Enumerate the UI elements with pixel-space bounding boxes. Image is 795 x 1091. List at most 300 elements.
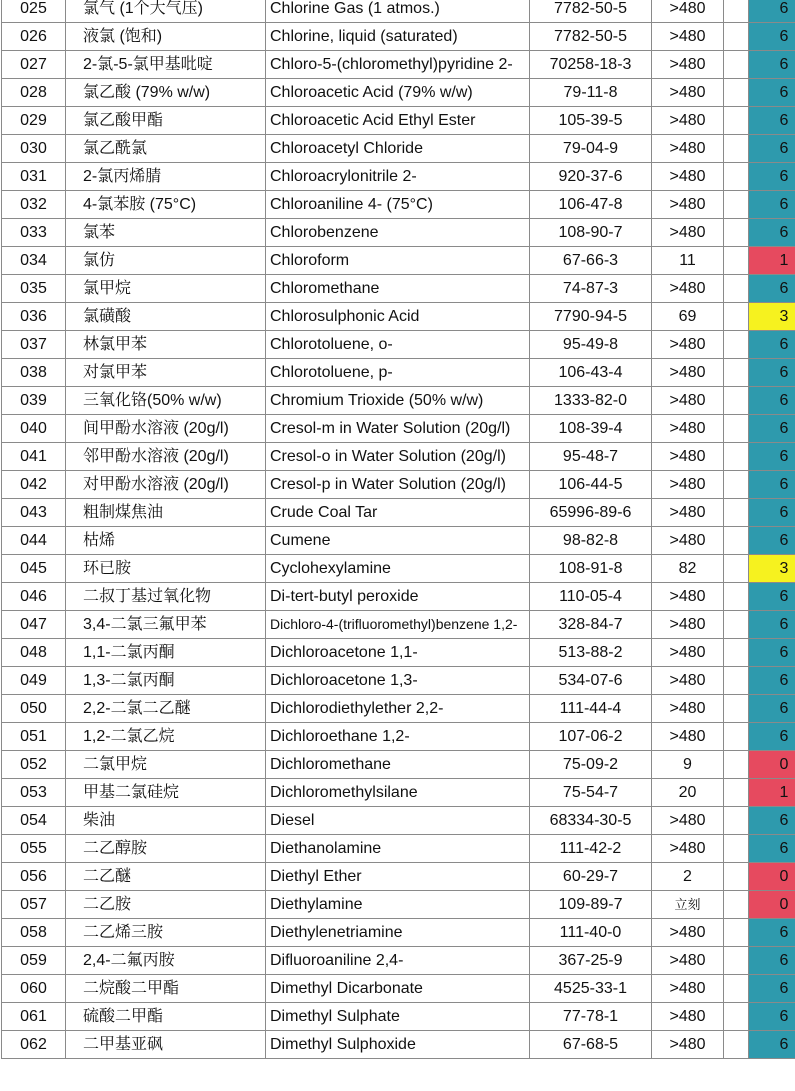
english-name: Diesel (266, 807, 530, 835)
chinese-name: 硫酸二甲酯 (66, 1003, 266, 1031)
table-row (2, 1003, 795, 1031)
table-row (2, 723, 795, 751)
english-name: Diethanolamine (266, 835, 530, 863)
table-body (2, 0, 795, 1059)
cas-number: 7782-50-5 (530, 23, 652, 51)
table-row (2, 779, 795, 807)
breakthrough-time: >480 (652, 23, 724, 51)
english-name: Chloroaniline 4- (75°C) (266, 191, 530, 219)
row-number: 028 (2, 79, 66, 107)
english-name: Dichloro-4-(trifluoromethyl)benzene 1,2- (266, 611, 530, 639)
english-name: Dichloromethane (266, 751, 530, 779)
protection-level: 6 (749, 415, 795, 443)
chinese-name: 1,1-二氯丙酮 (66, 639, 266, 667)
cas-number: 7790-94-5 (530, 303, 652, 331)
empty-cell (724, 723, 749, 751)
row-number: 040 (2, 415, 66, 443)
english-name: Chromium Trioxide (50% w/w) (266, 387, 530, 415)
english-name: Chlorotoluene, p- (266, 359, 530, 387)
table-row (2, 667, 795, 695)
row-number: 051 (2, 723, 66, 751)
protection-level: 6 (749, 639, 795, 667)
cas-number: 79-11-8 (530, 79, 652, 107)
cas-number: 111-40-0 (530, 919, 652, 947)
breakthrough-time: >480 (652, 583, 724, 611)
row-number: 049 (2, 667, 66, 695)
table-row (2, 891, 795, 919)
english-name: Diethylenetriamine (266, 919, 530, 947)
chinese-name: 柴油 (66, 807, 266, 835)
row-number: 044 (2, 527, 66, 555)
protection-level: 6 (749, 0, 795, 23)
cas-number: 328-84-7 (530, 611, 652, 639)
breakthrough-time: >480 (652, 723, 724, 751)
cas-number: 67-68-5 (530, 1031, 652, 1059)
empty-cell (724, 527, 749, 555)
breakthrough-time: 9 (652, 751, 724, 779)
chinese-name: 2,4-二氟丙胺 (66, 947, 266, 975)
english-name: Dichloroethane 1,2- (266, 723, 530, 751)
protection-level: 6 (749, 163, 795, 191)
cas-number: 111-42-2 (530, 835, 652, 863)
table-row (2, 835, 795, 863)
table-row (2, 1031, 795, 1059)
chinese-name: 林氯甲苯 (66, 331, 266, 359)
chemical-resistance-table (1, 0, 795, 1059)
english-name: Chlorine Gas (1 atmos.) (266, 0, 530, 23)
english-name: Chlorobenzene (266, 219, 530, 247)
protection-level: 6 (749, 919, 795, 947)
english-name: Chloromethane (266, 275, 530, 303)
empty-cell (724, 275, 749, 303)
chinese-name: 二甲基亚砜 (66, 1031, 266, 1059)
row-number: 036 (2, 303, 66, 331)
english-name: Chloroacrylonitrile 2- (266, 163, 530, 191)
cas-number: 108-90-7 (530, 219, 652, 247)
empty-cell (724, 807, 749, 835)
cas-number: 108-39-4 (530, 415, 652, 443)
table-row (2, 163, 795, 191)
breakthrough-time: >480 (652, 695, 724, 723)
table-row (2, 443, 795, 471)
table-row (2, 863, 795, 891)
chinese-name: 2-氯-5-氯甲基吡啶 (66, 51, 266, 79)
cas-number: 65996-89-6 (530, 499, 652, 527)
table-row (2, 527, 795, 555)
table-row (2, 919, 795, 947)
breakthrough-time: >480 (652, 415, 724, 443)
breakthrough-time: 2 (652, 863, 724, 891)
breakthrough-time: >480 (652, 1031, 724, 1059)
english-name: Cresol-p in Water Solution (20g/l) (266, 471, 530, 499)
row-number: 053 (2, 779, 66, 807)
empty-cell (724, 79, 749, 107)
english-name: Dimethyl Sulphoxide (266, 1031, 530, 1059)
english-name: Chlorotoluene, o- (266, 331, 530, 359)
empty-cell (724, 695, 749, 723)
empty-cell (724, 331, 749, 359)
row-number: 031 (2, 163, 66, 191)
protection-level: 6 (749, 947, 795, 975)
protection-level: 6 (749, 583, 795, 611)
row-number: 039 (2, 387, 66, 415)
protection-level: 6 (749, 359, 795, 387)
empty-cell (724, 135, 749, 163)
row-number: 027 (2, 51, 66, 79)
row-number: 033 (2, 219, 66, 247)
chinese-name: 液氯 (饱和) (66, 23, 266, 51)
chinese-name: 氯甲烷 (66, 275, 266, 303)
empty-cell (724, 1031, 749, 1059)
empty-cell (724, 583, 749, 611)
chinese-name: 对氯甲苯 (66, 359, 266, 387)
english-name: Cyclohexylamine (266, 555, 530, 583)
protection-level: 1 (749, 247, 795, 275)
chinese-name: 氯苯 (66, 219, 266, 247)
table-row (2, 107, 795, 135)
empty-cell (724, 247, 749, 275)
protection-level: 6 (749, 1003, 795, 1031)
row-number: 038 (2, 359, 66, 387)
protection-level: 6 (749, 191, 795, 219)
cas-number: 109-89-7 (530, 891, 652, 919)
empty-cell (724, 219, 749, 247)
empty-cell (724, 443, 749, 471)
table-row (2, 611, 795, 639)
chinese-name: 氯乙酸 (79% w/w) (66, 79, 266, 107)
table-row (2, 79, 795, 107)
chinese-name: 枯烯 (66, 527, 266, 555)
cas-number: 60-29-7 (530, 863, 652, 891)
chinese-name: 2,2-二氯二乙醚 (66, 695, 266, 723)
protection-level: 6 (749, 835, 795, 863)
table-row (2, 807, 795, 835)
cas-number: 98-82-8 (530, 527, 652, 555)
table-row (2, 135, 795, 163)
protection-level: 6 (749, 975, 795, 1003)
chinese-name: 对甲酚水溶液 (20g/l) (66, 471, 266, 499)
chinese-name: 二氯甲烷 (66, 751, 266, 779)
cas-number: 920-37-6 (530, 163, 652, 191)
breakthrough-time: >480 (652, 975, 724, 1003)
empty-cell (724, 751, 749, 779)
row-number: 057 (2, 891, 66, 919)
cas-number: 67-66-3 (530, 247, 652, 275)
breakthrough-time: >480 (652, 359, 724, 387)
chinese-name: 氯乙酰氯 (66, 135, 266, 163)
english-name: Dichloromethylsilane (266, 779, 530, 807)
chinese-name: 氯仿 (66, 247, 266, 275)
table-row (2, 555, 795, 583)
table-row (2, 387, 795, 415)
empty-cell (724, 667, 749, 695)
empty-cell (724, 919, 749, 947)
english-name: Dichlorodiethylether 2,2- (266, 695, 530, 723)
empty-cell (724, 23, 749, 51)
protection-level: 6 (749, 443, 795, 471)
empty-cell (724, 303, 749, 331)
chinese-name: 二乙烯三胺 (66, 919, 266, 947)
english-name: Diethyl Ether (266, 863, 530, 891)
empty-cell (724, 975, 749, 1003)
table-row (2, 247, 795, 275)
empty-cell (724, 0, 749, 23)
table-row (2, 751, 795, 779)
chinese-name: 二叔丁基过氧化物 (66, 583, 266, 611)
empty-cell (724, 499, 749, 527)
cas-number: 75-09-2 (530, 751, 652, 779)
table-row (2, 947, 795, 975)
row-number: 034 (2, 247, 66, 275)
row-number: 060 (2, 975, 66, 1003)
empty-cell (724, 779, 749, 807)
row-number: 032 (2, 191, 66, 219)
protection-level: 6 (749, 723, 795, 751)
table-row (2, 975, 795, 1003)
english-name: Diethylamine (266, 891, 530, 919)
cas-number: 70258-18-3 (530, 51, 652, 79)
chinese-name: 氯磺酸 (66, 303, 266, 331)
english-name: Dichloroacetone 1,1- (266, 639, 530, 667)
cas-number: 75-54-7 (530, 779, 652, 807)
empty-cell (724, 639, 749, 667)
breakthrough-time: >480 (652, 499, 724, 527)
row-number: 058 (2, 919, 66, 947)
protection-level: 6 (749, 219, 795, 247)
breakthrough-time: >480 (652, 1003, 724, 1031)
protection-level: 6 (749, 807, 795, 835)
cas-number: 79-04-9 (530, 135, 652, 163)
protection-level: 3 (749, 555, 795, 583)
empty-cell (724, 51, 749, 79)
row-number: 030 (2, 135, 66, 163)
breakthrough-time: >480 (652, 807, 724, 835)
cas-number: 513-88-2 (530, 639, 652, 667)
protection-level: 0 (749, 891, 795, 919)
english-name: Crude Coal Tar (266, 499, 530, 527)
chinese-name: 1,3-二氯丙酮 (66, 667, 266, 695)
breakthrough-time: >480 (652, 107, 724, 135)
protection-level: 0 (749, 751, 795, 779)
chinese-name: 间甲酚水溶液 (20g/l) (66, 415, 266, 443)
empty-cell (724, 387, 749, 415)
english-name: Chloroacetic Acid Ethyl Ester (266, 107, 530, 135)
english-name: Chloro-5-(chloromethyl)pyridine 2- (266, 51, 530, 79)
chinese-name: 氯气 (1个大气压) (66, 0, 266, 23)
cas-number: 95-48-7 (530, 443, 652, 471)
table-row (2, 359, 795, 387)
row-number: 052 (2, 751, 66, 779)
protection-level: 6 (749, 527, 795, 555)
empty-cell (724, 107, 749, 135)
breakthrough-time: >480 (652, 611, 724, 639)
protection-level: 3 (749, 303, 795, 331)
chinese-name: 邻甲酚水溶液 (20g/l) (66, 443, 266, 471)
cas-number: 105-39-5 (530, 107, 652, 135)
breakthrough-time: 20 (652, 779, 724, 807)
breakthrough-time: >480 (652, 331, 724, 359)
table-row (2, 275, 795, 303)
protection-level: 6 (749, 611, 795, 639)
protection-level: 6 (749, 695, 795, 723)
breakthrough-time: >480 (652, 527, 724, 555)
table-row (2, 695, 795, 723)
breakthrough-time: 69 (652, 303, 724, 331)
english-name: Dimethyl Dicarbonate (266, 975, 530, 1003)
empty-cell (724, 163, 749, 191)
protection-level: 6 (749, 135, 795, 163)
table-row (2, 583, 795, 611)
table-row (2, 331, 795, 359)
empty-cell (724, 611, 749, 639)
row-number: 047 (2, 611, 66, 639)
empty-cell (724, 191, 749, 219)
protection-level: 6 (749, 51, 795, 79)
breakthrough-time: >480 (652, 471, 724, 499)
protection-level: 6 (749, 331, 795, 359)
table-row (2, 51, 795, 79)
breakthrough-time: >480 (652, 919, 724, 947)
row-number: 046 (2, 583, 66, 611)
english-name: Chloroacetic Acid (79% w/w) (266, 79, 530, 107)
protection-level: 1 (749, 779, 795, 807)
cas-number: 110-05-4 (530, 583, 652, 611)
chinese-name: 二乙醇胺 (66, 835, 266, 863)
empty-cell (724, 1003, 749, 1031)
row-number: 043 (2, 499, 66, 527)
chinese-name: 环已胺 (66, 555, 266, 583)
breakthrough-time: >480 (652, 947, 724, 975)
empty-cell (724, 947, 749, 975)
cas-number: 68334-30-5 (530, 807, 652, 835)
row-number: 054 (2, 807, 66, 835)
breakthrough-time: >480 (652, 191, 724, 219)
protection-level: 0 (749, 863, 795, 891)
chinese-name: 三氧化铬(50% w/w) (66, 387, 266, 415)
row-number: 029 (2, 107, 66, 135)
cas-number: 106-44-5 (530, 471, 652, 499)
protection-level: 6 (749, 1031, 795, 1059)
breakthrough-time: 82 (652, 555, 724, 583)
english-name: Chlorosulphonic Acid (266, 303, 530, 331)
cas-number: 106-47-8 (530, 191, 652, 219)
empty-cell (724, 415, 749, 443)
empty-cell (724, 835, 749, 863)
english-name: Cumene (266, 527, 530, 555)
protection-level: 6 (749, 471, 795, 499)
chinese-name: 3,4-二氯三氟甲苯 (66, 611, 266, 639)
chinese-name: 二烷酸二甲酯 (66, 975, 266, 1003)
protection-level: 6 (749, 667, 795, 695)
table-row (2, 415, 795, 443)
empty-cell (724, 471, 749, 499)
chinese-name: 2-氯丙烯腈 (66, 163, 266, 191)
cas-number: 111-44-4 (530, 695, 652, 723)
table-row (2, 639, 795, 667)
empty-cell (724, 555, 749, 583)
row-number: 056 (2, 863, 66, 891)
table-row (2, 191, 795, 219)
breakthrough-time: 11 (652, 247, 724, 275)
breakthrough-time: >480 (652, 443, 724, 471)
row-number: 055 (2, 835, 66, 863)
cas-number: 4525-33-1 (530, 975, 652, 1003)
chinese-name: 二乙胺 (66, 891, 266, 919)
table-row (2, 219, 795, 247)
breakthrough-time: >480 (652, 835, 724, 863)
english-name: Dimethyl Sulphate (266, 1003, 530, 1031)
breakthrough-time: >480 (652, 79, 724, 107)
row-number: 059 (2, 947, 66, 975)
cas-number: 77-78-1 (530, 1003, 652, 1031)
protection-level: 6 (749, 387, 795, 415)
protection-level: 6 (749, 79, 795, 107)
row-number: 041 (2, 443, 66, 471)
row-number: 025 (2, 0, 66, 23)
row-number: 045 (2, 555, 66, 583)
cas-number: 367-25-9 (530, 947, 652, 975)
row-number: 062 (2, 1031, 66, 1059)
table-row (2, 303, 795, 331)
chinese-name: 甲基二氯硅烷 (66, 779, 266, 807)
english-name: Chloroform (266, 247, 530, 275)
protection-level: 6 (749, 499, 795, 527)
breakthrough-time: 立刻 (652, 891, 724, 919)
cas-number: 106-43-4 (530, 359, 652, 387)
english-name: Dichloroacetone 1,3- (266, 667, 530, 695)
chinese-name: 1,2-二氯乙烷 (66, 723, 266, 751)
breakthrough-time: >480 (652, 387, 724, 415)
cas-number: 74-87-3 (530, 275, 652, 303)
breakthrough-time: >480 (652, 0, 724, 23)
protection-level: 6 (749, 23, 795, 51)
table-row (2, 23, 795, 51)
chinese-name: 二乙醚 (66, 863, 266, 891)
english-name: Cresol-m in Water Solution (20g/l) (266, 415, 530, 443)
protection-level: 6 (749, 107, 795, 135)
row-number: 061 (2, 1003, 66, 1031)
english-name: Cresol-o in Water Solution (20g/l) (266, 443, 530, 471)
cas-number: 108-91-8 (530, 555, 652, 583)
row-number: 037 (2, 331, 66, 359)
english-name: Chloroacetyl Chloride (266, 135, 530, 163)
english-name: Difluoroaniline 2,4- (266, 947, 530, 975)
row-number: 026 (2, 23, 66, 51)
breakthrough-time: >480 (652, 51, 724, 79)
empty-cell (724, 359, 749, 387)
english-name: Di-tert-butyl peroxide (266, 583, 530, 611)
row-number: 050 (2, 695, 66, 723)
cas-number: 95-49-8 (530, 331, 652, 359)
row-number: 048 (2, 639, 66, 667)
breakthrough-time: >480 (652, 163, 724, 191)
cas-number: 1333-82-0 (530, 387, 652, 415)
breakthrough-time: >480 (652, 219, 724, 247)
cas-number: 534-07-6 (530, 667, 652, 695)
empty-cell (724, 863, 749, 891)
table-row (2, 0, 795, 23)
table-row (2, 499, 795, 527)
protection-level: 6 (749, 275, 795, 303)
chinese-name: 氯乙酸甲酯 (66, 107, 266, 135)
chinese-name: 4-氯苯胺 (75°C) (66, 191, 266, 219)
row-number: 042 (2, 471, 66, 499)
chinese-name: 粗制煤焦油 (66, 499, 266, 527)
table-row (2, 471, 795, 499)
empty-cell (724, 891, 749, 919)
breakthrough-time: >480 (652, 135, 724, 163)
english-name: Chlorine, liquid (saturated) (266, 23, 530, 51)
